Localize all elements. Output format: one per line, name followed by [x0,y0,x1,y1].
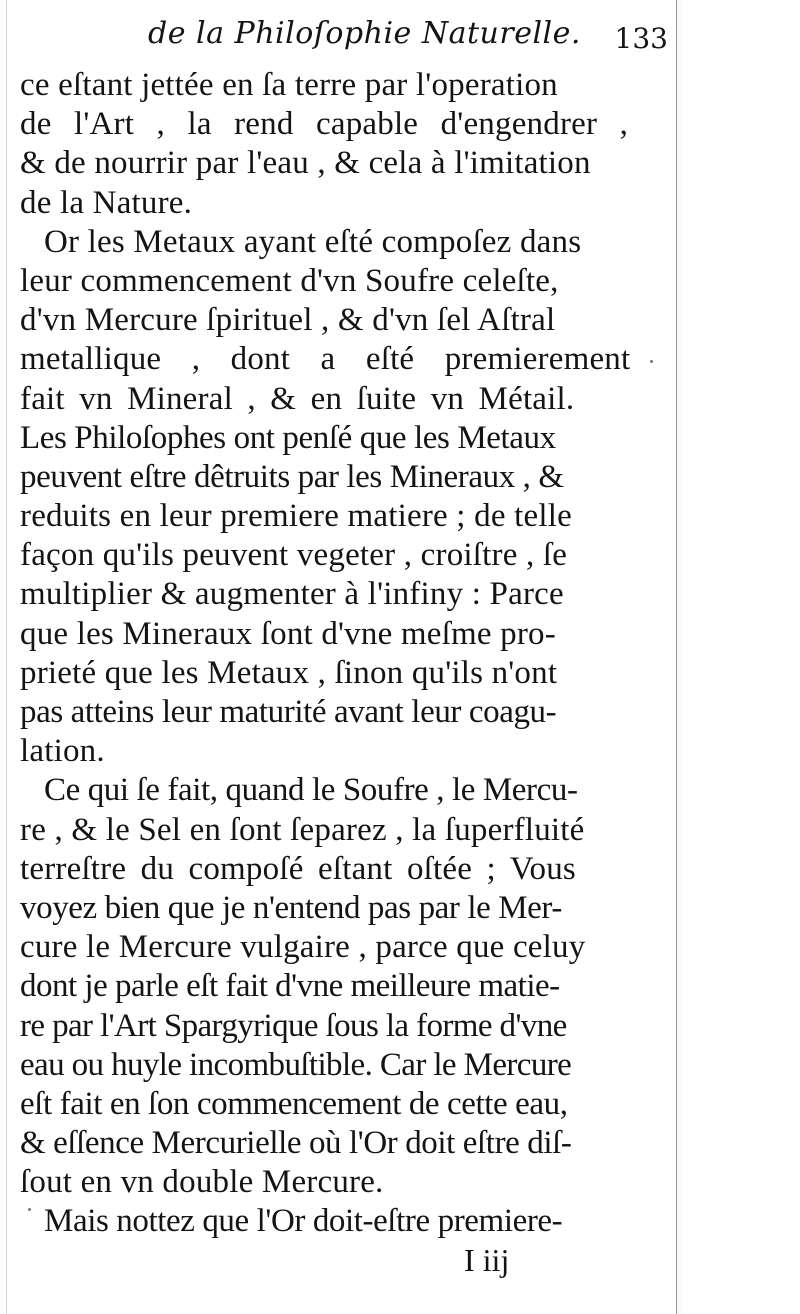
paragraph [20,1202,662,1241]
body-text [20,66,662,1242]
text-line: Mais nottez que l'Or doit-eſtre premiere- [44,1203,563,1240]
text-line: terreſtre du compoſé eſtant oſtée ; Vous [20,850,576,887]
text-line: eau ou huyle incombuſtible. Car le Mercure [20,1046,572,1083]
text-line: ſout en vn double Mercure. [20,1164,384,1201]
text-line: peuvent eſtre dêtruits par les Mineraux , & [20,458,564,495]
page-left-edge [6,0,7,1314]
text-line: voyez bien que je n'entend pas par le Mer- [20,889,562,926]
text-line: que les Mineraux ſont d'vne meſme pro- [20,615,556,652]
text-line: Or les Metaux ayant eſté compoſez dans [44,223,582,260]
text-line: dont je parle eſt fait d'vne meilleure matie- [20,968,560,1005]
text-line: façon qu'ils peuvent vegeter , croiſtre , ſe [20,537,568,574]
text-line: re , & le Sel en ſont ſeparez , la ſuperfluité [20,811,585,848]
running-header [18,16,668,62]
text-line: fait vn Mineral , & en ſuite vn Métail. [20,380,575,417]
text-line: pas atteins leur maturité avant leur coagu- [20,694,557,730]
text-line: lation. [20,733,105,770]
text-line: multiplier & augmenter à l'infiny : Parce [20,576,564,613]
signature-mark: I iij [464,1242,510,1278]
text-line: metallique , dont a eſté premierement [20,341,631,378]
text-line: & eſſence Mercurielle où l'Or doit eſtre diſ- [20,1125,572,1162]
text-line: Les Philoſophes ont penſé que les Metaux [20,419,556,456]
text-line: eſt fait en ſon commencement de cette eau, [20,1085,568,1122]
paragraph [20,66,662,223]
text-line: d'vn Mercure ſpirituel , & d'vn ſel Aſtral [20,302,556,339]
text-line: cure le Mercure vulgaire , parce que celuy [20,929,586,966]
paragraph [20,771,662,1202]
text-line: de l'Art , la rend capable d'engendrer , [20,106,629,143]
text-line: & de nourrir par l'eau , & cela à l'imitation [20,145,591,182]
text-line: leur commencement d'vn Soufre celeſte, [20,262,559,299]
text-line: re par l'Art Spargyrique ſous la forme d'vne [20,1007,567,1044]
text-line: prieté que les Metaux , ſinon qu'ils n'ont [20,654,558,691]
page-number: 133 [614,22,668,55]
text-line: de la Nature. [20,184,193,221]
paragraph [20,223,662,772]
text-line: reduits en leur premiere matiere ; de telle [20,498,572,535]
page-edge [676,0,677,1314]
text-line: ce eſtant jettée en ſa terre par l'operation [20,67,558,103]
running-head-title: de la Philoſophie Naturelle. [148,16,581,51]
text-line: Ce qui ſe fait, quand le Soufre , le Mercu- [44,772,578,809]
page-gutter [676,0,800,1314]
